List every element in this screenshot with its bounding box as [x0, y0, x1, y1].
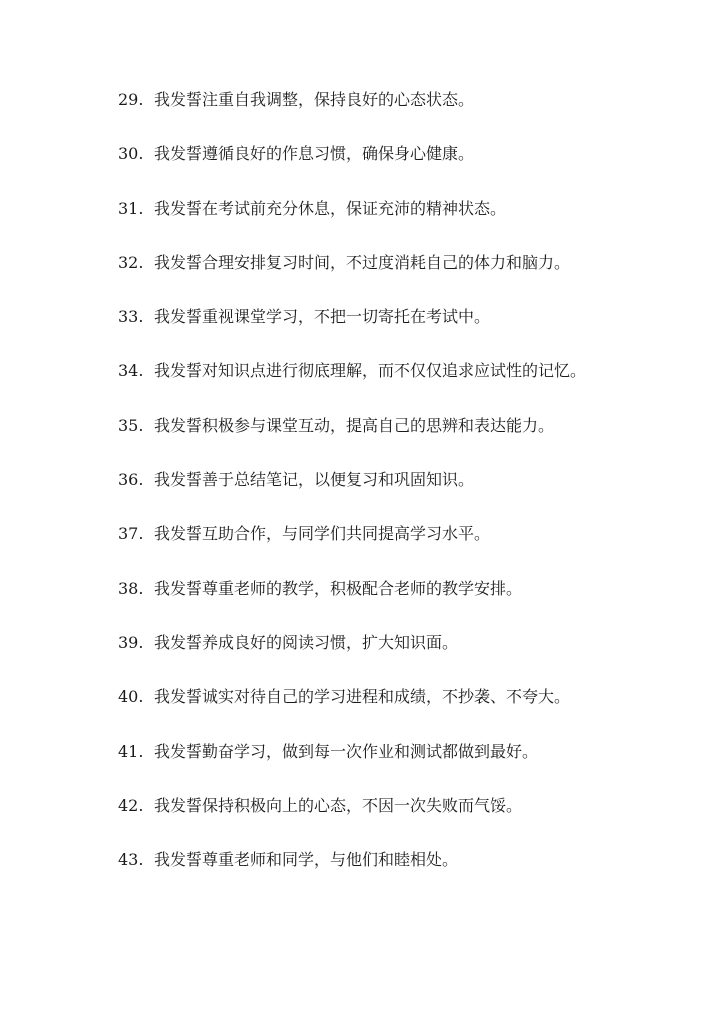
item-number: 40. [118, 687, 144, 707]
item-number: 43. [118, 850, 144, 870]
item-number: 34. [118, 361, 144, 381]
list-item [118, 792, 586, 819]
list-item [118, 195, 586, 222]
list-item [118, 303, 586, 330]
item-text: 我发誓积极参与课堂互动，提高自己的思辨和表达能力。 [154, 415, 555, 435]
item-text: 我发誓合理安排复习时间，不过度消耗自己的体力和脑力。 [154, 252, 571, 272]
list-item [118, 629, 586, 656]
item-number: 29. [118, 90, 144, 109]
item-text: 我发誓诚实对待自己的学习进程和成绩，不抄袭、不夸大。 [154, 687, 571, 707]
item-text: 我发誓善于总结笔记，以便复习和巩固知识。 [154, 470, 475, 490]
item-text: 我发誓尊重老师的教学，积极配合老师的教学安排。 [154, 578, 523, 598]
list-item [118, 846, 586, 873]
pledge-list [118, 86, 586, 900]
item-text: 我发誓遵循良好的作息习惯，确保身心健康。 [154, 144, 475, 164]
item-text: 我发誓尊重老师和同学，与他们和睦相处。 [154, 850, 459, 870]
item-text: 我发誓对知识点进行彻底理解，而不仅仅追求应试性的记忆。 [154, 361, 587, 381]
item-text: 我发誓注重自我调整，保持良好的心态状态。 [154, 90, 475, 109]
item-number: 39. [118, 632, 144, 652]
list-item [118, 683, 586, 710]
item-text: 我发誓养成良好的阅读习惯，扩大知识面。 [154, 632, 459, 652]
list-item [118, 520, 586, 547]
list-item [118, 466, 586, 493]
item-text: 我发誓重视课堂学习，不把一切寄托在考试中。 [154, 307, 491, 327]
item-number: 37. [118, 524, 144, 544]
item-number: 32. [118, 252, 144, 272]
item-text: 我发誓保持积极向上的心态，不因一次失败而气馁。 [154, 795, 523, 815]
item-number: 30. [118, 144, 144, 164]
list-item [118, 575, 586, 602]
item-text: 我发誓勤奋学习，做到每一次作业和测试都做到最好。 [154, 741, 539, 761]
item-text: 我发誓在考试前充分休息，保证充沛的精神状态。 [154, 198, 507, 218]
item-number: 41. [118, 741, 144, 761]
list-item [118, 86, 586, 113]
list-item [118, 738, 586, 765]
list-item [118, 412, 586, 439]
list-item [118, 140, 586, 167]
item-number: 31. [118, 198, 144, 218]
list-item [118, 249, 586, 276]
list-item [118, 357, 586, 384]
item-text: 我发誓互助合作，与同学们共同提高学习水平。 [154, 524, 491, 544]
item-number: 33. [118, 307, 144, 327]
item-number: 42. [118, 795, 144, 815]
item-number: 36. [118, 470, 144, 490]
item-number: 35. [118, 415, 144, 435]
item-number: 38. [118, 578, 144, 598]
